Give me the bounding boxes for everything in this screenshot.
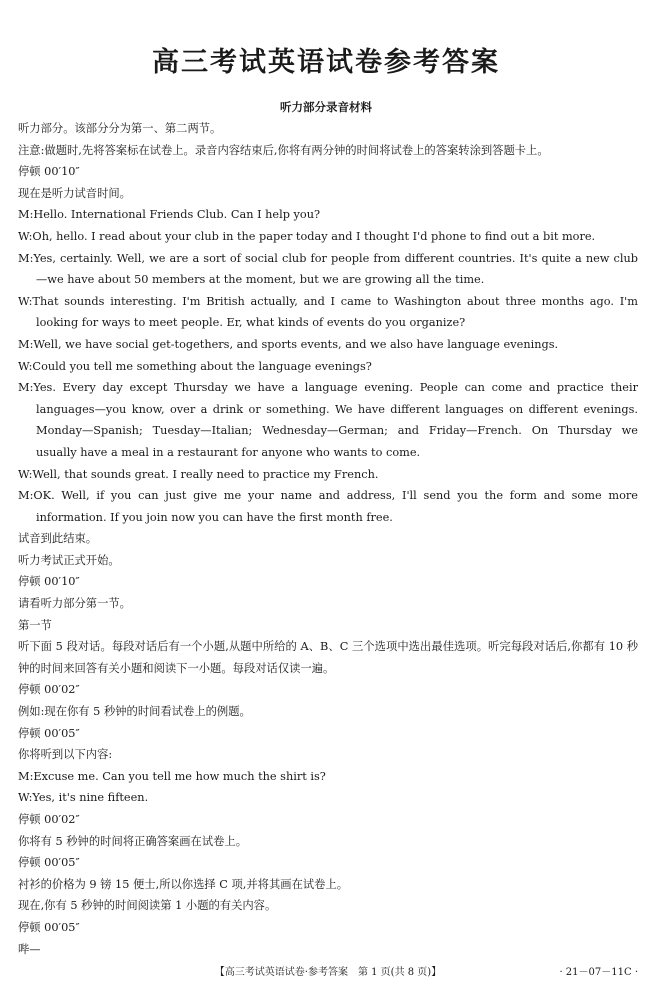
text-line: 听力考试正式开始。 [18, 553, 120, 567]
text-line: 例如:现在你有 5 秒钟的时间看试卷上的例题。 [18, 705, 251, 719]
text-line: 停顿 00′02″ [18, 683, 80, 697]
dialogue-line: W:Well, that sounds great. I really need to practice my French. [18, 467, 379, 481]
text-line: 现在是听力试音时间。 [18, 186, 131, 200]
text-line: 停顿 00′05″ [18, 726, 80, 740]
text-line: 停顿 00′10″ [18, 165, 80, 179]
text-line: 现在,你有 5 秒钟的时间阅读第 1 小题的有关内容。 [18, 899, 277, 913]
dialogue-line: W:That sounds interesting. I'm British actually, and I came to Washington about three months ago. I'm looking for ways to meet people. Er, what kinds of events do you organize? [18, 294, 638, 330]
dialogue-line: M:Yes, certainly. Well, we are a sort of social club for people from different countries. It's quite a new club—we have about 50 members at the moment, but we are growing all the time. [18, 251, 638, 287]
dialogue-line: M:Excuse me. Can you tell me how much the shirt is? [18, 769, 326, 783]
dialogue-line: M:Yes. Every day except Thursday we have a language evening. People can come and practice their languages—you know, over a drink or something. We have different languages on different evenings. Monday—Spanish; Tuesday—Italian; Wednesday—German; and Friday—French. On Thursday we usually have a meal in a restaurant for anyone who wants to come. [18, 381, 638, 459]
text-line: 停顿 00′05″ [18, 920, 80, 934]
dialogue-line: M:Well, we have social get-togethers, and sports events, and we also have language evenings. [18, 337, 559, 351]
dialogue-line: W:Yes, it's nine fifteen. [18, 791, 149, 805]
page-footer [18, 963, 638, 981]
text-line: 听力部分。该部分分为第一、第二两节。 [18, 122, 222, 135]
text-line: 哔— [18, 942, 41, 956]
text-line: 你将有 5 秒钟的时间将正确答案画在试卷上。 [18, 834, 248, 848]
section-heading: 第一节 [18, 618, 52, 632]
text-line: 停顿 00′10″ [18, 575, 80, 589]
dialogue-line: M:OK. Well, if you can just give me your name and address, I'll send you the form and some more information. If you join now you can have the first month free. [18, 489, 638, 524]
text-line: 试音到此结束。 [18, 532, 98, 546]
text-line: 停顿 00′02″ [18, 813, 80, 826]
instruction-paragraph: 听下面 5 段对话。每段对话后有一个小题,从题中所给的 A、B、C 三个选项中选出最佳选项。听完每段对话后,你都有 10 秒钟的时间来回答有关小题和阅读下一小题。每段对话仅读一遍。 [18, 640, 638, 675]
section-subtitle: 听力部分录音材料 [280, 100, 372, 114]
dialogue-line: W:Oh, hello. I read about your club in the paper today and I thought I'd phone to find out a bit more. [18, 229, 596, 243]
dialogue-line: W:Could you tell me something about the language evenings? [18, 359, 372, 373]
text-line: 你将听到以下内容: [18, 748, 113, 762]
dialogue-line: M:Hello. International Friends Club. Can I help you? [18, 208, 321, 222]
footer-code: · 21－07－11C · [559, 967, 638, 978]
page-title: 高三考试英语试卷参考答案 [152, 47, 500, 78]
text-line: 衬衫的价格为 9 镑 15 便士,所以你选择 C 项,并将其画在试卷上。 [18, 877, 349, 891]
text-line: 请看听力部分第一节。 [18, 597, 131, 611]
text-line: 注意:做题时,先将答案标在试卷上。录音内容结束后,你将有两分钟的时间将试卷上的答案转涂到答题卡上。 [18, 143, 549, 157]
document-body [18, 118, 638, 960]
text-line: 停顿 00′05″ [18, 856, 80, 870]
footer-page-label: 【高三考试英语试卷·参考答案 第 1 页(共 8 页)】 [214, 967, 442, 978]
